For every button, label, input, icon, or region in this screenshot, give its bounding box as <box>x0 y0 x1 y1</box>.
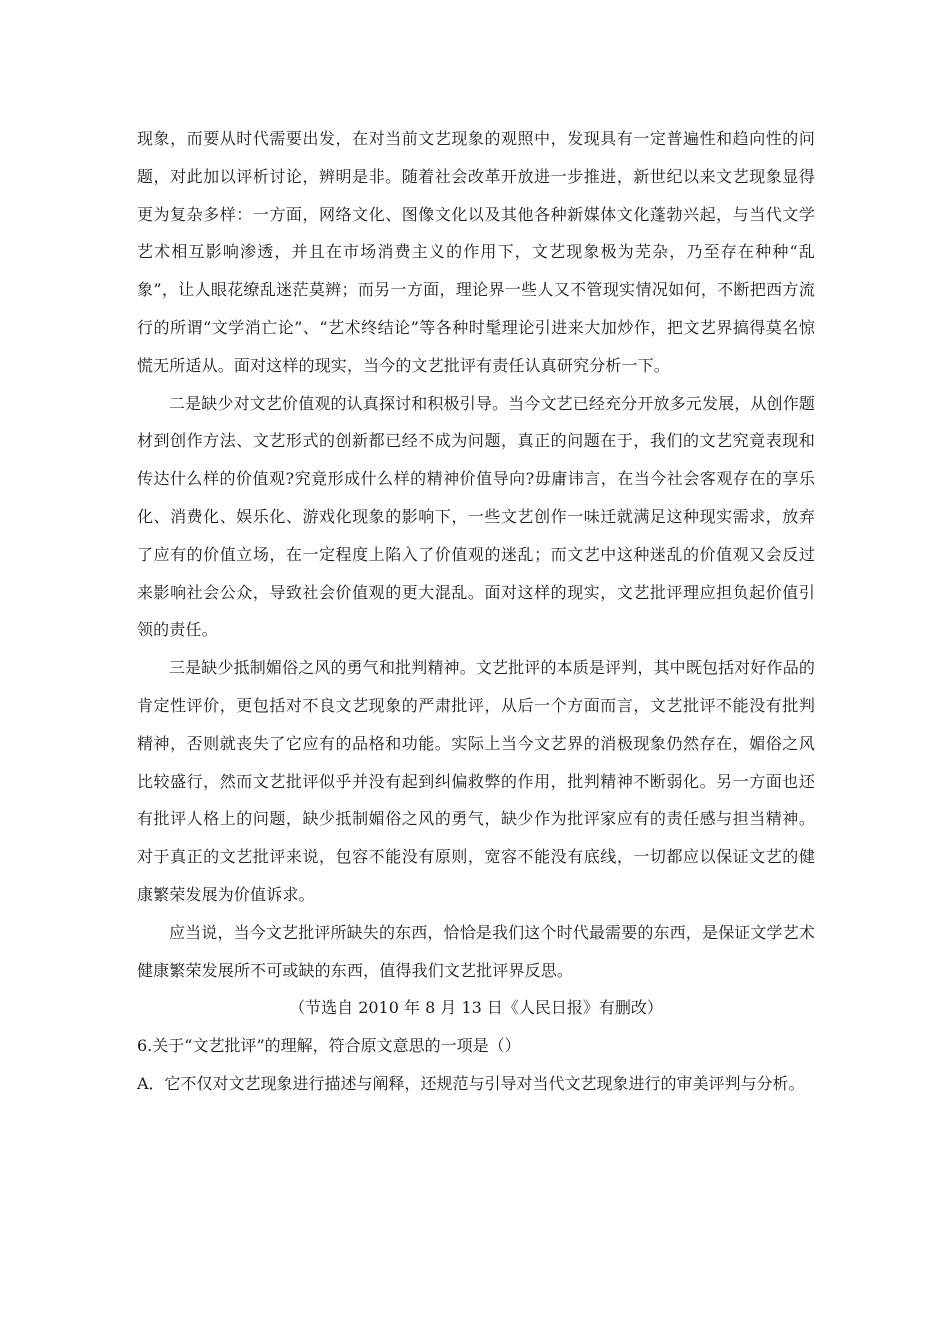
question-stem: 6.关于“文艺批评”的理解，符合原文意思的一项是（） <box>137 1036 521 1056</box>
paragraph-continuation: 现象，而要从时代需要出发，在对当前文艺现象的观照中，发现具有一定普遍性和趋向性的问题，对此加以评析讨论，辨明是非。随着社会改革开放进一步推进，新世纪以来文艺现象显得更为复杂多样：一方面，网络文化、图像文化以及其他各种新媒体文化蓬勃兴起，与当代文学艺术相互影响渗透，并且在市场消费主义的作用下，文艺现象极为芜杂，乃至存在种种“乱象”，让人眼花缭乱迷茫莫辨；而另一方面，理论界一些人又不管现实情况如何，不断把西方流行的所谓“文学消亡论”、“艺术终结论”等各种时髦理论引进来大加炒作，把文艺界搞得莫名惊慌无所适从。面对这样的现实，当今的文艺批评有责任认真研究分析一下。 <box>137 129 815 375</box>
paragraph-point-three: 三是缺少抵制媚俗之风的勇气和批判精神。文艺批评的本质是评判，其中既包括对好作品的肯定性评价，更包括对不良文艺现象的严肃批评，从后一个方面而言，文艺批评不能没有批判精神，否则就丧失了它应有的品格和功能。实际上当今文艺界的消极现象仍然存在，媚俗之风比较盛行，然而文艺批评似乎并没有起到纠偏救弊的作用，批判精神不断弱化。另一方面也还有批评人格上的问题，缺少抵制媚俗之风的勇气，缺少作为批评家应有的责任感与担当精神。对于真正的文艺批评来说，包容不能没有原则，宽容不能没有底线，一切都应以保证文艺的健康繁荣发展为价值诉求。 <box>137 658 816 904</box>
paragraph-conclusion: 应当说，当今文艺批评所缺失的东西，恰恰是我们这个时代最需要的东西，是保证文学艺术健康繁荣发展所不可或缺的东西，值得我们文艺批评界反思。 <box>137 922 816 980</box>
question-option-a: A．它不仅对文艺现象进行描述与阐释，还规范与引导对当代文艺现象进行的审美评判与分析。 <box>137 1073 805 1093</box>
paragraph-point-two: 二是缺少对文艺价值观的认真探讨和积极引导。当今文艺已经充分开放多元发展，从创作题材到创作方法、文艺形式的创新都已经不成为问题，真正的问题在于，我们的文艺究竟表现和传达什么样的价值观?究竟形成什么样的精神价值导向?毋庸讳言，在当今社会客观存在的享乐化、消费化、娱乐化、游戏化现象的影响下，一些文艺创作一味迁就满足这种现实需求，放弃了应有的价值立场，在一定程度上陷入了价值观的迷乱；而文艺中这种迷乱的价值观又会反过来影响社会公众，导致社会价值观的更大混乱。面对这样的现实，文艺批评理应担负起价值引领的责任。 <box>137 393 816 640</box>
document-page <box>137 120 815 1103</box>
source-note: （节选自 2010 年 8 月 13 日《人民日报》有删改） <box>289 998 663 1018</box>
